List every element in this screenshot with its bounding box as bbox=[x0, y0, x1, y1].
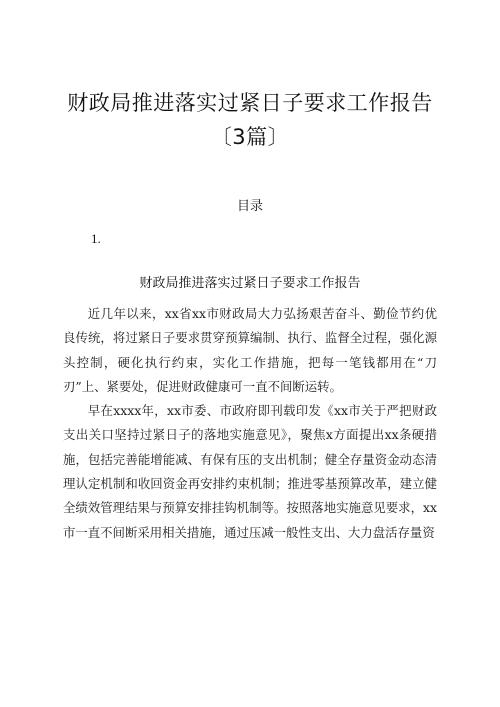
paragraph: 早在xxxx年，xx市委、市政府即刊载印发《xx市关于严把财政支出关口坚持过紧日子的落地实施意见》，聚焦x方面提出xx条硬措施，包括完善能增能减、有保有压的支出机制；健全存量资金动态清理认定机制和收回资金再安排约束机制；推进零基预算改革，建立健全绩效管理结果与预算安排挂钩机制等。按照落地实施意见要求，xx市一直不间断采用相关措施，通过压减一般性支出、大力盘活存量资 bbox=[63, 403, 437, 540]
document-title: 财政局推进落实过紧日子要求工作报告〔3篇〕 bbox=[67, 91, 433, 149]
section-title: 财政局推进落实过紧日子要求工作报告 bbox=[139, 276, 361, 291]
toc-item: 1. bbox=[91, 231, 101, 246]
paragraph: 近几年以来，xx省xx市财政局大力弘扬艰苦奋斗、勤俭节约优良传统，将过紧日子要求贯穿预算编制、执行、监督全过程，强化源头控制，硬化执行约束，实化工作措施，把每一笔钱都用在“刀刃”上、紧要处，促进财政健康可一直不间断运转。 bbox=[63, 306, 437, 394]
body-text bbox=[63, 302, 437, 545]
toc-heading: 目录 bbox=[236, 199, 263, 214]
